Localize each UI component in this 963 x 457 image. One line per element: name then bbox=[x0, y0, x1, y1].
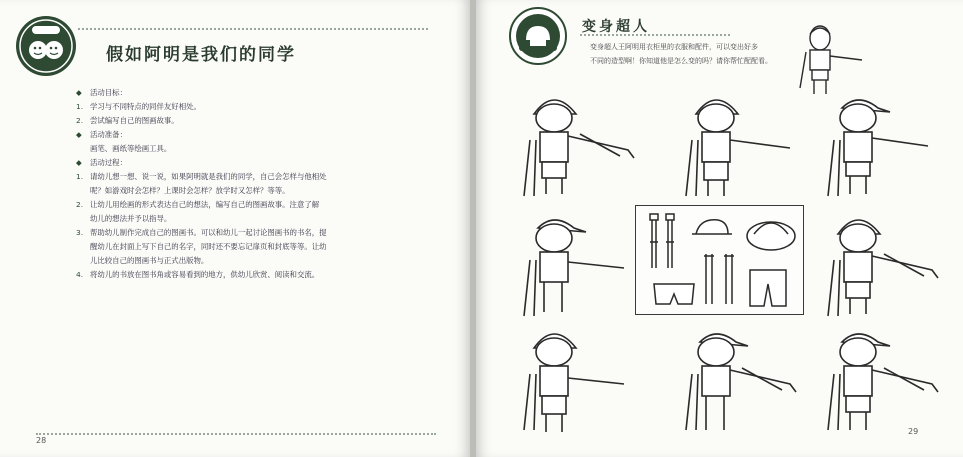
list-item: 幼儿的想法并予以指导。 bbox=[90, 214, 172, 223]
list-item: 3. 帮助幼儿制作完成自己的图画书。可以和幼儿一起讨论图画书的书名，提 bbox=[76, 228, 327, 237]
boy-figure bbox=[676, 318, 802, 438]
page-number: 28 bbox=[36, 436, 47, 445]
page-title: 变身超人 bbox=[582, 19, 650, 35]
top-dotted-rule bbox=[580, 34, 730, 36]
list-item: 醒幼儿在封面上写下自己的名字，同时还不要忘记扉页和封底等等。让幼 bbox=[90, 242, 327, 251]
list-item: 2. 让幼儿用绘画的形式表达自己的想法，编写自己的图画故事。注意了解 bbox=[76, 200, 320, 209]
wardrobe-items-box bbox=[635, 205, 804, 315]
boy-figure bbox=[514, 84, 640, 199]
boy-figure bbox=[818, 318, 944, 438]
activity-content bbox=[76, 86, 436, 282]
list-item: ◆ 活动过程： bbox=[76, 158, 127, 167]
boy-figure bbox=[514, 204, 640, 319]
boy-figure bbox=[818, 204, 944, 319]
left-page bbox=[0, 0, 470, 457]
list-item: 2. 尝试编写自己的图画故事。 bbox=[76, 116, 179, 125]
boy-figure bbox=[818, 84, 944, 199]
activity-badge-icon bbox=[14, 14, 78, 78]
list-item: 儿比较自己的图画书与正式出版物。 bbox=[90, 256, 209, 265]
list-item: ◆ 活动准备： bbox=[76, 130, 127, 139]
bottom-dotted-rule bbox=[36, 433, 436, 435]
page-number: 29 bbox=[908, 427, 919, 436]
sun-hat-icon bbox=[744, 212, 798, 256]
list-item: 1. 学习与不同特点的同伴友好相处。 bbox=[76, 102, 201, 111]
list-item: 1. 请幼儿想一想、说一说，如果阿明就是我们的同学，自己会怎样与他相处 bbox=[76, 172, 327, 181]
shorts-icon bbox=[652, 282, 696, 306]
list-item: 呢？如游戏时会怎样？上课时会怎样？放学时又怎样？等等。 bbox=[90, 186, 290, 195]
crutches-icon bbox=[644, 212, 684, 272]
page-description: 变身超人王阿明用衣柜里的衣服和配件，可以变出好多 不同的造型啊！你知道他是怎么变的吗？请你帮忙配配看。 bbox=[590, 43, 772, 65]
game-badge-icon bbox=[508, 6, 568, 66]
cap-icon bbox=[690, 216, 734, 242]
boy-figure bbox=[676, 84, 802, 199]
list-item: ◆ 活动目标： bbox=[76, 88, 127, 97]
trousers-icon bbox=[746, 268, 790, 308]
list-item: 4. 将幼儿的书放在图书角或容易看到的地方，供幼儿欣赏、阅读和交流。 bbox=[76, 270, 320, 279]
top-dotted-rule bbox=[78, 28, 428, 30]
page-title: 假如阿明是我们的同学 bbox=[106, 45, 296, 65]
boy-figure bbox=[514, 318, 640, 438]
forearm-crutches-icon bbox=[698, 250, 742, 306]
list-item: 画笔、画纸等绘画工具。 bbox=[90, 144, 172, 153]
